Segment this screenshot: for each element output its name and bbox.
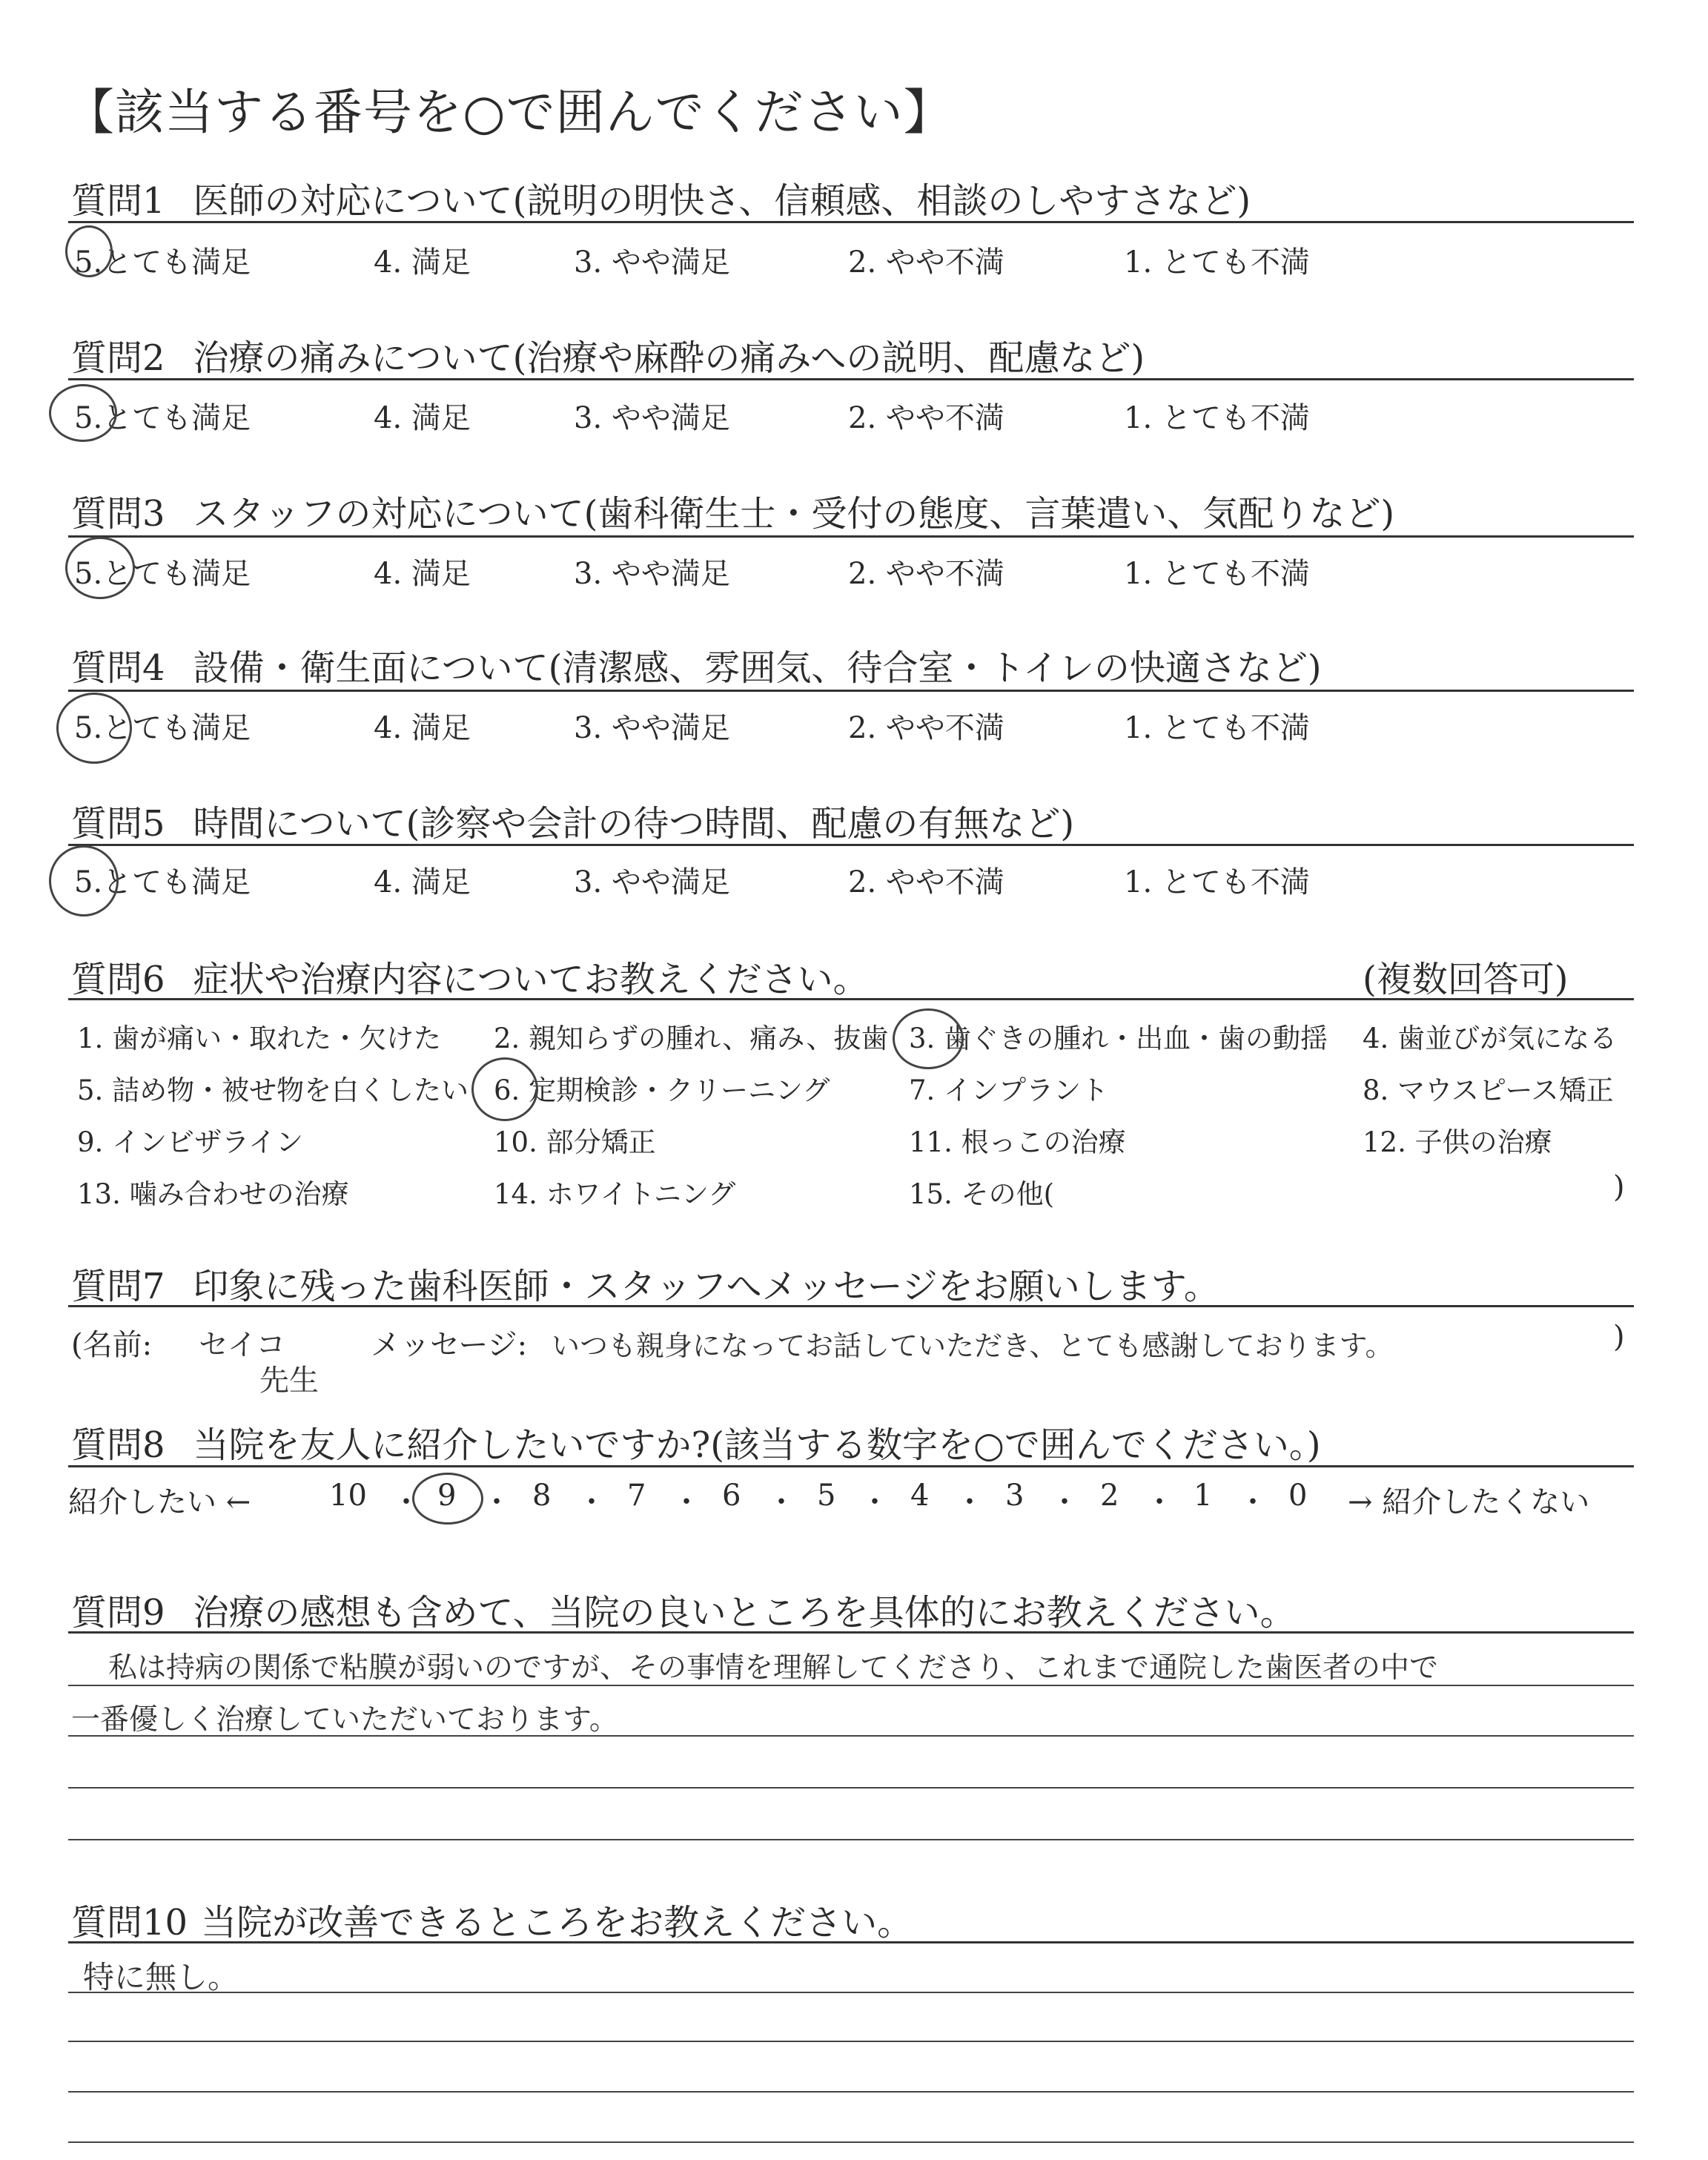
option-1[interactable]: 1. とても不満 bbox=[1124, 711, 1310, 745]
option-2[interactable]: 2. やや不満 bbox=[848, 865, 1004, 899]
symptom-option-9[interactable]: 9. インビザライン bbox=[77, 1126, 303, 1158]
question-text: スタッフの対応について(歯科衛生士・受付の態度、言葉遣い、気配りなど) bbox=[193, 493, 1395, 535]
message-close-paren: ) bbox=[1613, 1320, 1625, 1354]
scale-separator: ・ bbox=[1145, 1485, 1174, 1519]
divider bbox=[68, 378, 1634, 380]
question-number: 質問1 bbox=[71, 180, 165, 222]
recommend-left-label: 紹介したい ← bbox=[68, 1485, 251, 1519]
symptom-option-12[interactable]: 12. 子供の治療 bbox=[1363, 1126, 1552, 1158]
question-text: 治療の痛みについて(治療や麻酔の痛みへの説明、配慮など) bbox=[193, 337, 1145, 379]
writing-line bbox=[68, 2041, 1634, 2042]
scale-3[interactable]: 3 bbox=[1005, 1479, 1025, 1513]
option-4[interactable]: 4. 満足 bbox=[374, 401, 471, 435]
divider bbox=[68, 844, 1634, 846]
option-5[interactable]: 5.とても満足 bbox=[74, 557, 251, 591]
symptom-option-7[interactable]: 7. インプラント bbox=[909, 1074, 1109, 1106]
option-4[interactable]: 4. 満足 bbox=[374, 711, 471, 745]
option-1[interactable]: 1. とても不満 bbox=[1124, 865, 1310, 899]
scale-separator: ・ bbox=[391, 1485, 421, 1519]
scale-separator: ・ bbox=[577, 1485, 606, 1519]
question-number: 質問8 bbox=[71, 1424, 165, 1466]
message-value[interactable]: いつも親身になってお話していただき、とても感謝しております。 bbox=[552, 1330, 1394, 1362]
selection-circle bbox=[412, 1473, 483, 1525]
option-5[interactable]: 5.とても満足 bbox=[74, 401, 251, 435]
question-number: 質問9 bbox=[71, 1592, 165, 1634]
question-number: 質問5 bbox=[71, 803, 165, 845]
scale-separator: ・ bbox=[860, 1485, 890, 1519]
scale-separator: ・ bbox=[955, 1485, 984, 1519]
option-2[interactable]: 2. やや不満 bbox=[848, 557, 1004, 591]
symptom-option-13[interactable]: 13. 噛み合わせの治療 bbox=[77, 1178, 349, 1210]
option-3[interactable]: 3. やや満足 bbox=[574, 245, 730, 280]
writing-line bbox=[68, 1992, 1634, 1993]
other-close-paren: ) bbox=[1613, 1170, 1625, 1204]
selection-circle bbox=[471, 1057, 538, 1121]
divider bbox=[68, 1631, 1634, 1634]
divider bbox=[68, 690, 1634, 692]
question-number: 質問10 bbox=[71, 1902, 188, 1943]
answer-line-1[interactable]: 私は持病の関係で粘膜が弱いのですが、その事情を理解してくださり、これまで通院した歯医者の中で bbox=[108, 1651, 1439, 1685]
question-number: 質問4 bbox=[71, 647, 165, 689]
option-2[interactable]: 2. やや不満 bbox=[848, 245, 1004, 280]
scale-4[interactable]: 4 bbox=[910, 1479, 930, 1513]
page-title: 【該当する番号を○で囲んでください】 bbox=[65, 84, 953, 141]
question-number: 質問6 bbox=[71, 959, 165, 1000]
option-3[interactable]: 3. やや満足 bbox=[574, 865, 730, 899]
scale-separator: ・ bbox=[1050, 1485, 1079, 1519]
option-1[interactable]: 1. とても不満 bbox=[1124, 401, 1310, 435]
symptom-option-6[interactable]: 6. 定期検診・クリーニング bbox=[494, 1074, 830, 1106]
option-5[interactable]: 5.とても満足 bbox=[74, 245, 251, 280]
divider bbox=[68, 535, 1634, 538]
selection-circle bbox=[49, 845, 119, 916]
scale-0[interactable]: 0 bbox=[1288, 1479, 1308, 1513]
option-1[interactable]: 1. とても不満 bbox=[1124, 557, 1310, 591]
selection-circle bbox=[893, 1008, 964, 1069]
question-text: 治療の感想も含めて、当院の良いところを具体的にお教えください。 bbox=[193, 1592, 1296, 1634]
option-4[interactable]: 4. 満足 bbox=[374, 557, 471, 591]
message-label: メッセージ: bbox=[371, 1328, 528, 1362]
option-1[interactable]: 1. とても不満 bbox=[1124, 245, 1310, 280]
symptom-option-3[interactable]: 3. 歯ぐきの腫れ・出血・歯の動揺 bbox=[909, 1023, 1328, 1054]
divider bbox=[68, 1305, 1634, 1307]
symptom-option-8[interactable]: 8. マウスピース矯正 bbox=[1363, 1074, 1614, 1106]
divider bbox=[68, 1941, 1634, 1943]
scale-separator: ・ bbox=[1238, 1485, 1268, 1519]
scale-2[interactable]: 2 bbox=[1100, 1479, 1119, 1513]
question-text: 症状や治療内容についてお教えください。 bbox=[193, 959, 869, 1000]
option-4[interactable]: 4. 満足 bbox=[374, 245, 471, 280]
writing-line bbox=[68, 1685, 1634, 1686]
scale-separator: ・ bbox=[672, 1485, 701, 1519]
writing-line bbox=[68, 1787, 1634, 1789]
scale-1[interactable]: 1 bbox=[1194, 1479, 1213, 1513]
symptom-option-15[interactable]: 15. その他( bbox=[909, 1178, 1055, 1210]
divider bbox=[68, 221, 1634, 223]
scale-7[interactable]: 7 bbox=[627, 1479, 646, 1513]
writing-line bbox=[68, 1839, 1634, 1840]
answer-line-2[interactable]: 一番優しく治療していただいております。 bbox=[71, 1703, 618, 1737]
symptom-option-5[interactable]: 5. 詰め物・被せ物を白くしたい bbox=[77, 1074, 469, 1106]
scale-6[interactable]: 6 bbox=[722, 1479, 741, 1513]
answer-line-1[interactable]: 特に無し。 bbox=[83, 1959, 239, 1995]
symptom-option-4[interactable]: 4. 歯並びが気になる bbox=[1363, 1023, 1618, 1054]
selection-circle bbox=[65, 225, 113, 277]
symptom-option-14[interactable]: 14. ホワイトニング bbox=[494, 1178, 736, 1210]
option-5[interactable]: 5.とても満足 bbox=[74, 711, 251, 745]
question-text: 当院を友人に紹介したいですか?(該当する数字を○で囲んでください。) bbox=[193, 1424, 1321, 1466]
writing-line bbox=[68, 1735, 1634, 1737]
scale-8[interactable]: 8 bbox=[532, 1479, 552, 1513]
name-label: (名前: bbox=[71, 1328, 153, 1362]
option-3[interactable]: 3. やや満足 bbox=[574, 711, 730, 745]
multiple-answer-note: (複数回答可) bbox=[1363, 959, 1569, 1000]
option-5[interactable]: 5.とても満足 bbox=[74, 865, 251, 899]
question-text: 医師の対応について(説明の明快さ、信頼感、相談のしやすさなど) bbox=[193, 180, 1251, 222]
symptom-option-2[interactable]: 2. 親知らずの腫れ、痛み、抜歯 bbox=[494, 1023, 889, 1054]
option-2[interactable]: 2. やや不満 bbox=[848, 711, 1004, 745]
option-4[interactable]: 4. 満足 bbox=[374, 865, 471, 899]
question-text: 当院が改善できるところをお教えください。 bbox=[201, 1902, 913, 1943]
scale-9[interactable]: 9 bbox=[437, 1479, 457, 1513]
option-3[interactable]: 3. やや満足 bbox=[574, 401, 730, 435]
question-number: 質問2 bbox=[71, 337, 165, 379]
name-suffix: 先生 bbox=[259, 1364, 319, 1398]
selection-circle bbox=[49, 384, 117, 442]
option-2[interactable]: 2. やや不満 bbox=[848, 401, 1004, 435]
writing-line bbox=[68, 2141, 1634, 2143]
question-text: 印象に残った歯科医師・スタッフへメッセージをお願いします。 bbox=[193, 1266, 1219, 1307]
writing-line bbox=[68, 2091, 1634, 2093]
scale-10[interactable]: 10 bbox=[329, 1479, 367, 1513]
symptom-option-11[interactable]: 11. 根っこの治療 bbox=[909, 1126, 1126, 1158]
selection-circle bbox=[65, 537, 135, 599]
selection-circle bbox=[56, 693, 132, 764]
option-3[interactable]: 3. やや満足 bbox=[574, 557, 730, 591]
symptom-option-1[interactable]: 1. 歯が痛い・取れた・欠けた bbox=[77, 1023, 442, 1054]
scale-separator: ・ bbox=[482, 1485, 512, 1519]
question-text: 時間について(診察や会計の待つ時間、配慮の有無など) bbox=[193, 803, 1075, 845]
scale-separator: ・ bbox=[767, 1485, 796, 1519]
scale-5[interactable]: 5 bbox=[817, 1479, 836, 1513]
divider bbox=[68, 998, 1634, 1000]
symptom-option-10[interactable]: 10. 部分矯正 bbox=[494, 1126, 656, 1158]
name-value[interactable]: セイコ bbox=[199, 1328, 286, 1362]
question-text: 設備・衛生面について(清潔感、雰囲気、待合室・トイレの快適さなど) bbox=[193, 647, 1322, 689]
recommend-right-label: → 紹介したくない bbox=[1348, 1485, 1590, 1519]
question-number: 質問3 bbox=[71, 493, 165, 535]
question-number: 質問7 bbox=[71, 1266, 165, 1307]
divider bbox=[68, 1465, 1634, 1467]
